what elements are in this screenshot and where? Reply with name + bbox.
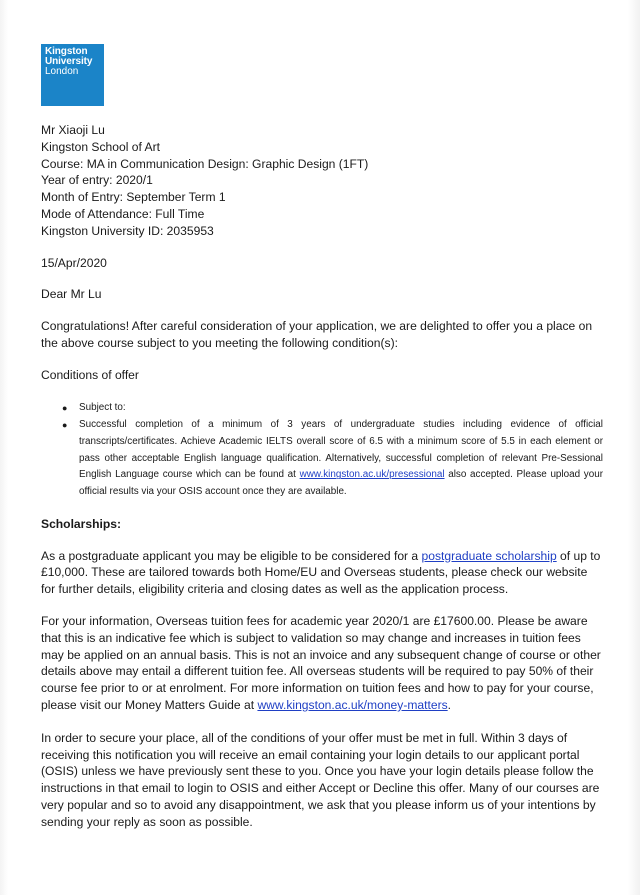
conditions-heading: Conditions of offer xyxy=(41,367,139,382)
salutation: Dear Mr Lu xyxy=(41,287,102,302)
bullet-icon: ● xyxy=(62,402,68,413)
recipient-address-block xyxy=(41,122,603,240)
recipient-year-of-entry: Year of entry: 2020/1 xyxy=(41,173,153,188)
recipient-month-of-entry: Month of Entry: September Term 1 xyxy=(41,190,226,205)
presessional-link[interactable]: www.kingston.ac.uk/presessional xyxy=(299,469,445,481)
recipient-name: Mr Xiaoji Lu xyxy=(41,123,105,137)
postgraduate-scholarship-link[interactable]: postgraduate scholarship xyxy=(421,548,557,563)
conditions-list xyxy=(41,400,603,501)
recipient-university-id: Kingston University ID: 2035953 xyxy=(41,223,214,238)
scholarships-paragraph xyxy=(41,548,603,598)
logo-line-2: University xyxy=(45,56,93,67)
fees-text: For your information, Overseas tuition fees for academic year 2020/1 are £17600.00. Please be aware that this is an indicative fee which is subject to validation so may change and increases in tuition fees may be applied on an annual basis. This is not an invoice and any subsequent change of course or other details above may entail a different tuition fee. All overseas students will be required to pay 50% of their course fee prior to or at enrolment. For more information on tuition fees and how to pay for your course, please visit our Money Matters Guide at xyxy=(41,613,601,712)
scholarships-heading: Scholarships: xyxy=(41,516,121,531)
recipient-attendance-mode: Mode of Attendance: Full Time xyxy=(41,206,205,221)
bullet-icon: ● xyxy=(62,420,68,431)
condition-item xyxy=(62,400,603,417)
congratulations-paragraph: Congratulations! After careful consideration of your application, we are delighted to offer you a place on the above course subject to you meeting the following condition(s): xyxy=(41,319,593,350)
letter-body xyxy=(41,122,603,831)
scholarships-text-end: of up to £10,000. These are tailored towards both Home/EU and Overseas students, please check our website for further details, eligibility criteria and closing dates as well as the application process. xyxy=(41,548,601,597)
kingston-university-logo xyxy=(41,44,104,106)
condition-text: Successful completion of a minimum of 3 years of undergraduate studies including evidence of official transcripts/certificates. Achieve Academic IELTS overall score of 6.5 with a minimum score of 5.5 in each element or pass other acceptable English language qualification. Alternatively, successful completion of relevant Pre-Sessional English Language course which can be found at xyxy=(79,419,603,481)
logo-line-1: Kingston xyxy=(45,46,88,57)
condition-text-end: also accepted. Please upload your official results via your OSIS account once they are available. xyxy=(79,469,603,498)
secure-place-paragraph: In order to secure your place, all of the conditions of your offer must be met in full. Within 3 days of receiving this notification you will receive an email containing your login details to our applicant portal (OSIS) unless we have previously sent these to you. Once you have your login details please follow the instructions in that email to login to OSIS and either Accept or Decline this offer. Many of our courses are very popular and so to avoid any disappointment, we ask that you please inform us of your intentions by sending your reply as soon as possible. xyxy=(41,730,600,829)
letter-date: 15/Apr/2020 xyxy=(41,255,107,270)
condition-item xyxy=(62,417,603,501)
fees-text-end: . xyxy=(447,697,452,712)
condition-text: Subject to: xyxy=(79,401,126,413)
recipient-course: Course: MA in Communication Design: Graphic Design (1FT) xyxy=(41,156,369,171)
scholarships-text: As a postgraduate applicant you may be eligible to be considered for a xyxy=(41,548,422,563)
recipient-school: Kingston School of Art xyxy=(41,139,160,154)
tuition-fees-paragraph xyxy=(41,613,603,714)
money-matters-link[interactable]: www.kingston.ac.uk/money-matters xyxy=(257,697,448,712)
logo-line-3: London xyxy=(45,66,79,77)
